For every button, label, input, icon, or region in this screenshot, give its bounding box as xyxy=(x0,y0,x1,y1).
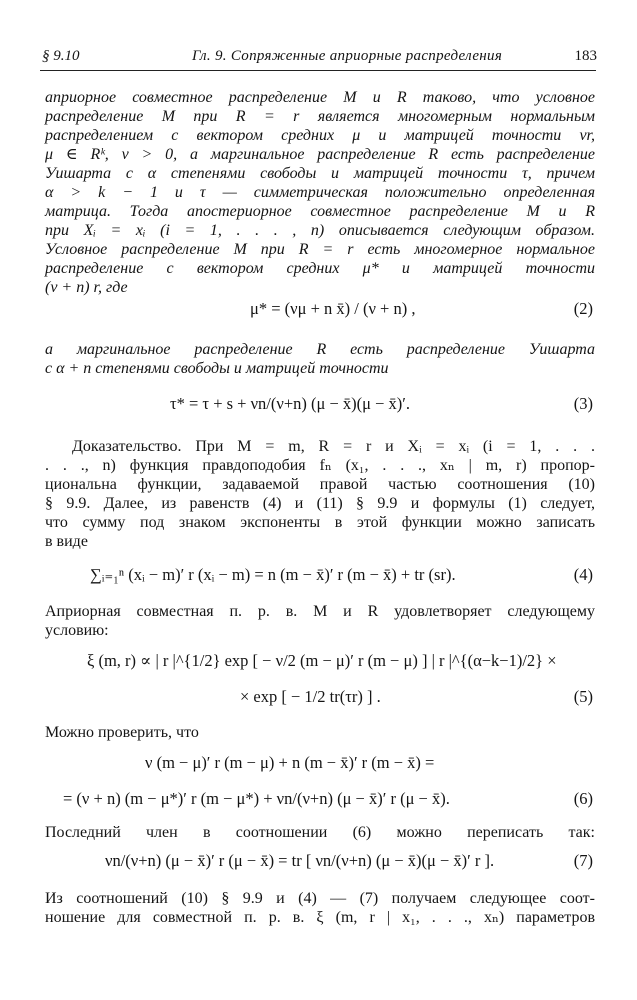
proof-line: . . ., n) функция правдоподобия fₙ (x₁, . . ., xₙ | m, r) пропор- xyxy=(45,457,595,474)
equation-3-expression: τ* = τ + s + νn/(ν+n) (μ − x̄)(μ − x̄)′. xyxy=(170,394,411,413)
proof-line: в виде xyxy=(45,533,88,550)
proof-line: Последний член в соотношении (6) можно переписать так: xyxy=(45,824,595,841)
theorem-line: μ ∈ Rᵏ, ν > 0, а маргинальное распределение R есть распределение xyxy=(45,146,595,163)
theorem-line: с α + n степенями свободы и матрицей точности xyxy=(45,360,389,377)
equation-6-line-1-expression: ν (m − μ)′ r (m − μ) + n (m − x̄)′ r (m − x̄) = xyxy=(145,753,435,772)
running-header xyxy=(42,48,597,70)
proof-line: циональна функции, задаваемой правой частью соотношения (10) xyxy=(45,476,595,493)
equation-7-number: (7) xyxy=(573,851,593,870)
equation-5-line-2-expression: × exp [ − 1/2 tr(τr) ] . xyxy=(240,687,381,706)
proof-line: условию: xyxy=(45,622,109,639)
equation-4-expression: ∑ᵢ₌₁ⁿ (xᵢ − m)′ r (xᵢ − m) = n (m − x̄)′ r (m − x̄) + tr (sr). xyxy=(90,565,456,584)
proof-line: ношение для совместной п. р. в. ξ (m, r | x₁, . . ., xₙ) параметров xyxy=(45,909,595,926)
header-rule xyxy=(40,70,596,71)
theorem-line: при Xᵢ = xᵢ (i = 1, . . . , n) описывается следующим образом. xyxy=(45,222,595,239)
theorem-line: распределение с вектором средних μ* и матрицей точности xyxy=(45,260,595,277)
theorem-line: α > k − 1 и τ — симметрическая положительно определенная xyxy=(45,184,595,201)
equation-6-number: (6) xyxy=(573,789,593,808)
equation-5-number: (5) xyxy=(573,687,593,706)
proof-line: Из соотношений (10) § 9.9 и (4) — (7) получаем следующее соот- xyxy=(45,890,595,907)
equation-3-number: (3) xyxy=(573,394,593,413)
equation-4-number: (4) xyxy=(573,565,593,584)
theorem-line: а маргинальное распределение R есть распределение Уишарта xyxy=(45,341,595,358)
theorem-line: распределение M при R = r является многомерным нормальным xyxy=(45,108,595,125)
equation-2-number: (2) xyxy=(573,299,593,318)
equation-6-line-2-expression: = (ν + n) (m − μ*)′ r (m − μ*) + νn/(ν+n) (μ − x̄)′ r (μ − x̄). xyxy=(63,789,450,808)
proof-line: § 9.9. Далее, из равенств (4) и (11) § 9.9 и формулы (1) следует, xyxy=(45,495,595,512)
theorem-line: матрица. Тогда апостериорное совместное распределение M и R xyxy=(45,203,595,220)
page-number: 183 xyxy=(574,48,597,64)
theorem-line: (ν + n) r, где xyxy=(45,279,128,296)
proof-line: Доказательство. При M = m, R = r и Xᵢ = xᵢ (i = 1, . . . xyxy=(72,438,595,455)
proof-line: что сумму под знаком экспоненты в этой функции можно записать xyxy=(45,514,595,531)
equation-5-line-1-expression: ξ (m, r) ∝ | r |^{1/2} exp [ − ν/2 (m − μ)′ r (m − μ) ] | r |^{(α−k−1)/2} × xyxy=(87,651,557,670)
proof-line: Можно проверить, что xyxy=(45,724,199,741)
theorem-line: Уишарта с α степенями свободы и матрицей точности τ, причем xyxy=(45,165,595,182)
theorem-line: априорное совместное распределение M и R таково, что условное xyxy=(45,89,595,106)
equation-2-expression: μ* = (νμ + n x̄) / (ν + n) , xyxy=(250,299,416,318)
proof-line: Априорная совместная п. р. в. M и R удовлетворяет следующему xyxy=(45,603,595,620)
header-section: § 9.10 xyxy=(42,48,80,64)
theorem-line: распределением с вектором средних μ и матрицей точности νr, xyxy=(45,127,595,144)
theorem-line: Условное распределение M при R = r есть многомерное нормальное xyxy=(45,241,595,258)
header-chapter-title: Гл. 9. Сопряженные априорные распределения xyxy=(192,48,503,64)
equation-7-expression: νn/(ν+n) (μ − x̄)′ r (μ − x̄) = tr [ νn/(ν+n) (μ − x̄)(μ − x̄)′ r ]. xyxy=(105,851,495,870)
